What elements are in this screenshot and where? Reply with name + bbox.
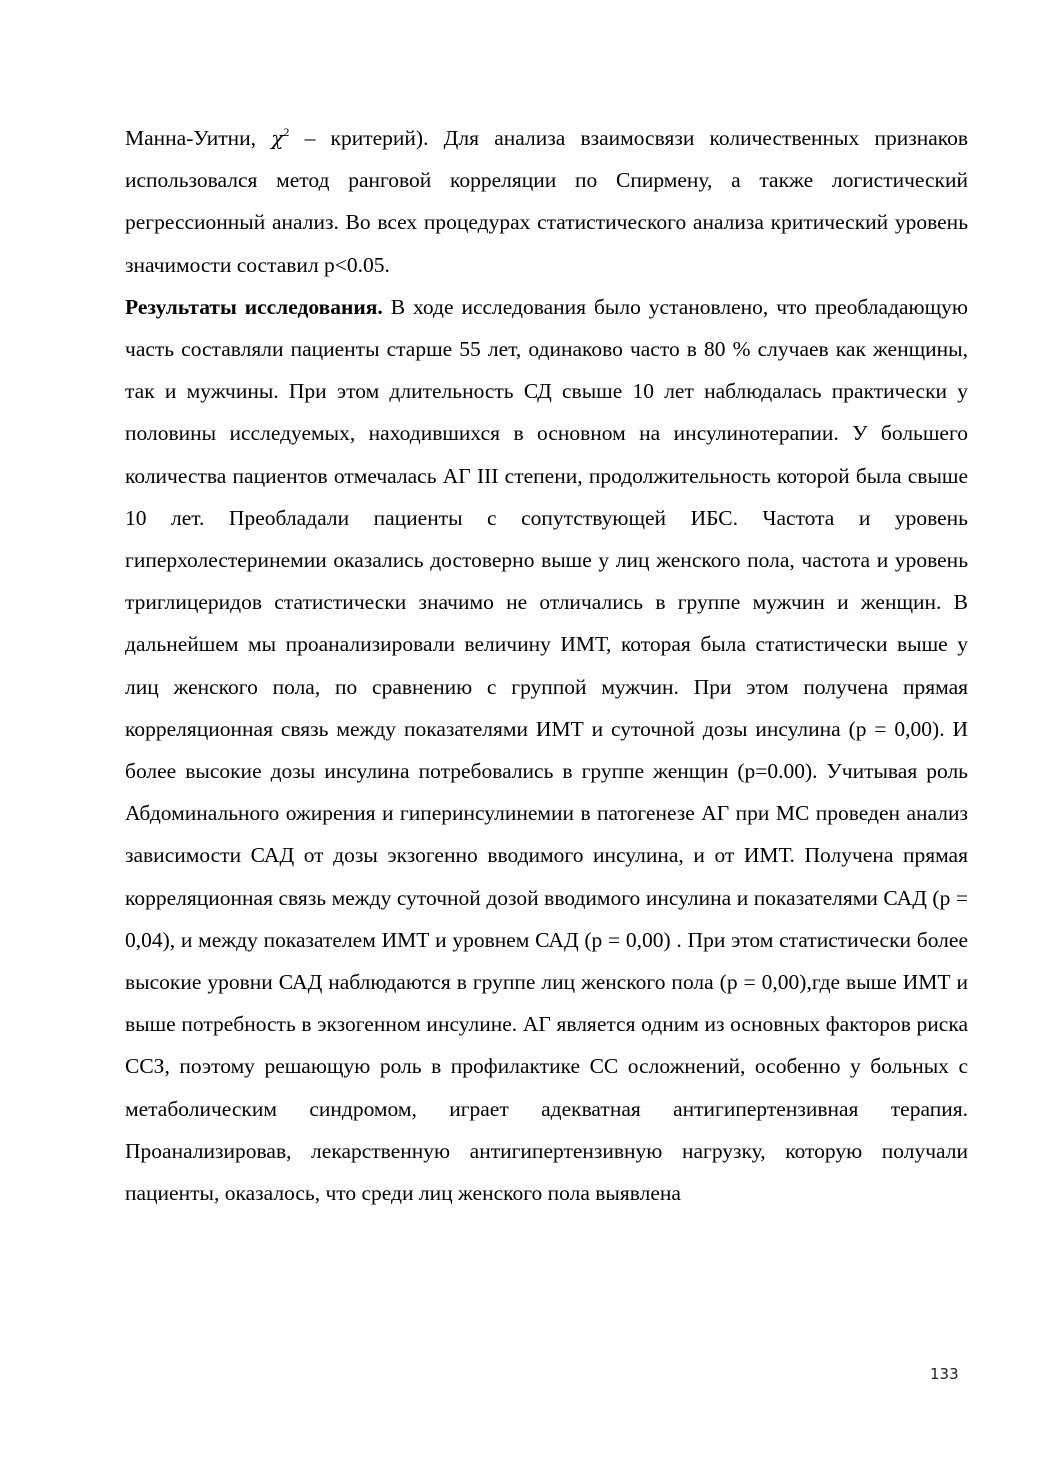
paragraph-text: Манна-Уитни, (125, 126, 272, 150)
chi-superscript: 2 (283, 125, 290, 139)
body-text (125, 117, 968, 1214)
section-heading-inline: Результаты исследования. (125, 294, 383, 319)
chi-symbol: χ (271, 126, 284, 150)
paragraph-methods-continuation (125, 117, 968, 286)
paragraph-results (125, 286, 968, 1214)
page-number: 133 (930, 1365, 959, 1383)
paragraph-text: – критерий). Для анализа взаимосвязи количественных признаков использовался метод ранговой корреляции по Спирмену, а также логистический регрессионный анализ. Во всех процедурах статистического анализа критический уровень значимости составил p<0.05. (125, 126, 968, 277)
paragraph-text: В ходе исследования было установлено, что преобладающую часть составляли пациенты старше 55 лет, одинаково часто в 80 % случаев как женщины, так и мужчины. При этом длительность СД свыше 10 лет наблюдалась практически у половины исследуемых, находившихся в основном на инсулинотерапии. У большего количества пациентов отмечалась АГ III степени, продолжительность которой была свыше 10 лет. Преобладали пациенты с сопутствующей ИБС. Частота и уровень гиперхолестеринемии оказались достоверно выше у лиц женского пола, частота и уровень триглицеридов статистически значимо не отличались в группе мужчин и женщин. В дальнейшем мы проанализировали величину ИМТ, которая была статистически выше у лиц женского пола, по сравнению с группой мужчин. При этом получена прямая корреляционная связь между показателями ИМТ и суточной дозы инсулина (p = 0,00). И более высокие дозы инсулина потребовались в группе женщин (p=0.00). Учитывая роль Абдоминального ожирения и гиперинсулинемии в патогенезе АГ при МС проведен анализ зависимости САД от дозы экзогенно вводимого инсулина, и от ИМТ. Получена прямая корреляционная связь между суточной дозой вводимого инсулина и показателями САД (p = 0,04), и между показателем ИМТ и уровнем САД (p = 0,00) . При этом статистически более высокие уровни САД наблюдаются в группе лиц женского пола (p = 0,00),где выше ИМТ и выше потребность в экзогенном инсулине. АГ является одним из основных факторов риска ССЗ, поэтому решающую роль в профилактике СС осложнений, особенно у больных с метаболическим синдромом, играет адекватная антигипертензивная терапия. Проанализировав, лекарственную антигипертензивную нагрузку, которую получали пациенты, оказалось, что среди лиц женского пола выявлена (125, 294, 968, 1206)
